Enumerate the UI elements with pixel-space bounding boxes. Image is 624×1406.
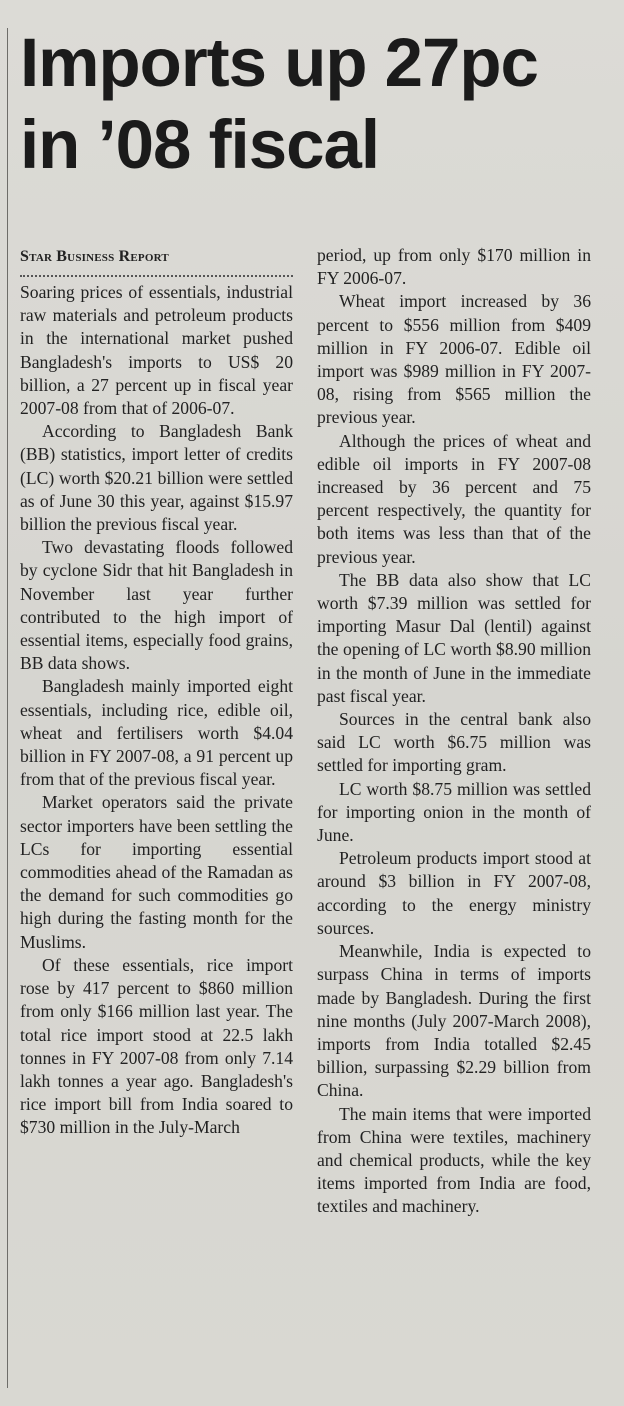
paragraph-continued: period, up from only $170 million in FY 2006-07.: [317, 245, 591, 289]
paragraph: Two devastating floods followed by cyclone Sidr that hit Bangladesh in November last year further contributed to the high import of essential items, especially food grains, BB data shows.: [20, 537, 293, 674]
byline: Star Business Report: [20, 245, 293, 277]
column-rule: [7, 28, 8, 1388]
paragraph: Market operators said the private sector importers have been settling the LCs for importing essential commodities ahead of the Ramadan as the demand for such commodities go high during the fasting month for the Muslims.: [20, 792, 293, 952]
paragraph: LC worth $8.75 million was settled for importing onion in the month of June.: [317, 778, 591, 846]
paragraph: The main items that were imported from China were textiles, machinery and chemical products, while the key items imported from India are food, textiles and machinery.: [317, 1103, 591, 1217]
paragraph: Petroleum products import stood at around $3 billion in FY 2007-08, according to the energy ministry sources.: [317, 848, 591, 938]
headline: [20, 22, 615, 186]
headline-line-1: Imports up 27pc: [20, 24, 538, 101]
paragraph: Soaring prices of essentials, industrial raw materials and petroleum products in the international market pushed Bangladesh's imports to US$ 20 billion, a 27 percent up in fiscal year 2007-08 from that of 2006-07.: [20, 282, 293, 419]
paragraph: Meanwhile, India is expected to surpass China in terms of imports made by Bangladesh. During the first nine months (July 2007-March 2008), imports from India totalled $2.45 billion, surpassing $2.29 billion from China.: [317, 941, 591, 1101]
paragraph: Wheat import increased by 36 percent to $556 million from $409 million in FY 2006-07. Edible oil import was $989 million in FY 2007-08, rising from $565 million the previous year.: [317, 291, 591, 428]
right-column: [317, 244, 591, 1219]
paragraph: According to Bangladesh Bank (BB) statistics, import letter of credits (LC) worth $20.21 billion were settled as of June 30 this year, against $15.97 billion the previous fiscal year.: [20, 421, 293, 535]
left-column: [20, 244, 293, 1140]
headline-line-2: in ’08 fiscal: [20, 106, 380, 183]
paragraph: Of these essentials, rice import rose by 417 percent to $860 million from only $166 million last year. The total rice import stood at 22.5 lakh tonnes in FY 2007-08 from only 7.14 lakh tonnes a year ago. Bangladesh's rice import bill from India soared to $730 million in the July-March: [20, 954, 293, 1138]
paragraph: Although the prices of wheat and edible oil imports in FY 2007-08 increased by 36 percent and 75 percent respectively, the quantity for both items was less than that of the previous year.: [317, 430, 591, 567]
paragraph: Bangladesh mainly imported eight essentials, including rice, edible oil, wheat and fertilisers worth $4.04 billion in FY 2007-08, a 91 percent up from that of the previous fiscal year.: [20, 676, 293, 790]
paragraph: The BB data also show that LC worth $7.39 million was settled for importing Masur Dal (lentil) against the opening of LC worth $8.90 million in the month of June in the immediate past fiscal year.: [317, 569, 591, 706]
paragraph: Sources in the central bank also said LC worth $6.75 million was settled for importing gram.: [317, 709, 591, 776]
